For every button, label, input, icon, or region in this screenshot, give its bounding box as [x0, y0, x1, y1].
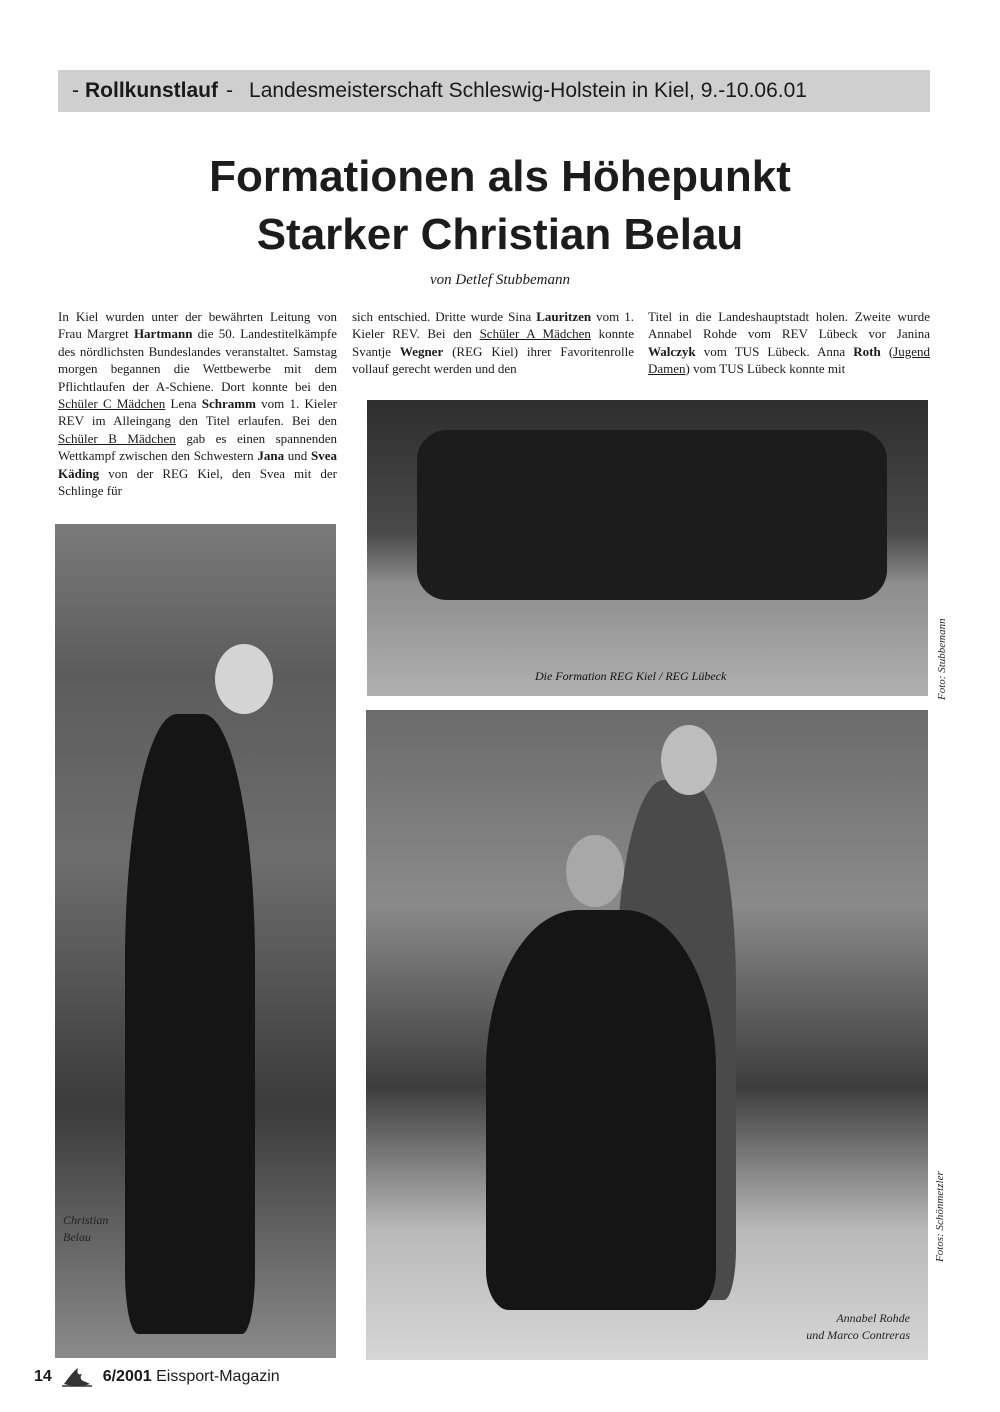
banner-dash: -	[226, 79, 234, 102]
magazine-name: Eissport-Magazin	[156, 1368, 280, 1386]
photo-formation-team	[367, 400, 928, 696]
headline-line-2: Starker Christian Belau	[256, 210, 744, 259]
article-column-2: sich entschied. Dritte wurde Sina Lauritzen vom 1. Kieler REV. Bei den Schüler A Mädchen konnte Svantje Wegner (REG Kiel) ihrer Favoritenrolle vollauf gerecht werden und den	[352, 309, 634, 377]
section-name: Rollkunstlauf	[85, 79, 219, 102]
photo-pair-skaters	[366, 710, 928, 1360]
photo-christian-belau	[55, 524, 336, 1358]
female-skater-head	[661, 725, 717, 795]
page-number: 14	[34, 1368, 52, 1386]
article-column-1: In Kiel wurden unter der bewährten Leitung von Frau Margret Hartmann die 50. Landestitelkämpfe des nördlichsten Bundeslandes veranstaltet. Samstag morgen begannen die Wettbewerbe mit dem Pflichtlaufen der A-Schiene. Dort konnte bei den Schüler C Mädchen Lena Schramm vom 1. Kieler REV im Alleingang den Titel erlaufen. Bei den Schüler B Mädchen gab es einen spannenden Wettkampf zwischen den Schwestern Jana und Svea Käding von der REG Kiel, den Svea mit der Schlinge für	[58, 309, 338, 499]
formation-caption: Die Formation REG Kiel / REG Lübeck	[535, 669, 727, 683]
pair-photo-credit: Fotos: Schönmetzler	[934, 1171, 946, 1262]
byline: von Detlef Stubbemann	[430, 272, 570, 288]
headline-line-1: Formationen als Höhepunkt	[209, 152, 791, 201]
pair-caption	[786, 1310, 910, 1344]
page-footer	[34, 1366, 280, 1388]
magazine-logo-icon	[60, 1366, 94, 1388]
pair-caption-line-2: und Marco Contreras	[806, 1328, 910, 1342]
team-group	[417, 430, 887, 600]
skater-head	[215, 644, 273, 714]
issue-number: 6/2001	[102, 1368, 152, 1386]
event-title: Landesmeisterschaft Schleswig-Holstein in Kiel, 9.-10.06.01	[249, 79, 807, 102]
male-skater	[486, 910, 716, 1310]
skater-figure	[125, 714, 255, 1334]
section-banner	[58, 70, 930, 112]
left-photo-caption: Christian Belau	[63, 1213, 109, 1244]
banner-dash: -	[72, 79, 79, 102]
article-column-3: Titel in die Landeshauptstadt holen. Zweite wurde Annabel Rohde vom REV Lübeck vor Janina Walczyk vom TUS Lübeck. Anna Roth (Jugend Damen) vom TUS Lübeck konnte mit	[648, 309, 930, 377]
male-skater-head	[566, 835, 624, 907]
pair-caption-line-1: Annabel Rohde	[836, 1311, 910, 1325]
formation-photo-credit: Foto: Stubbemann	[936, 618, 948, 700]
